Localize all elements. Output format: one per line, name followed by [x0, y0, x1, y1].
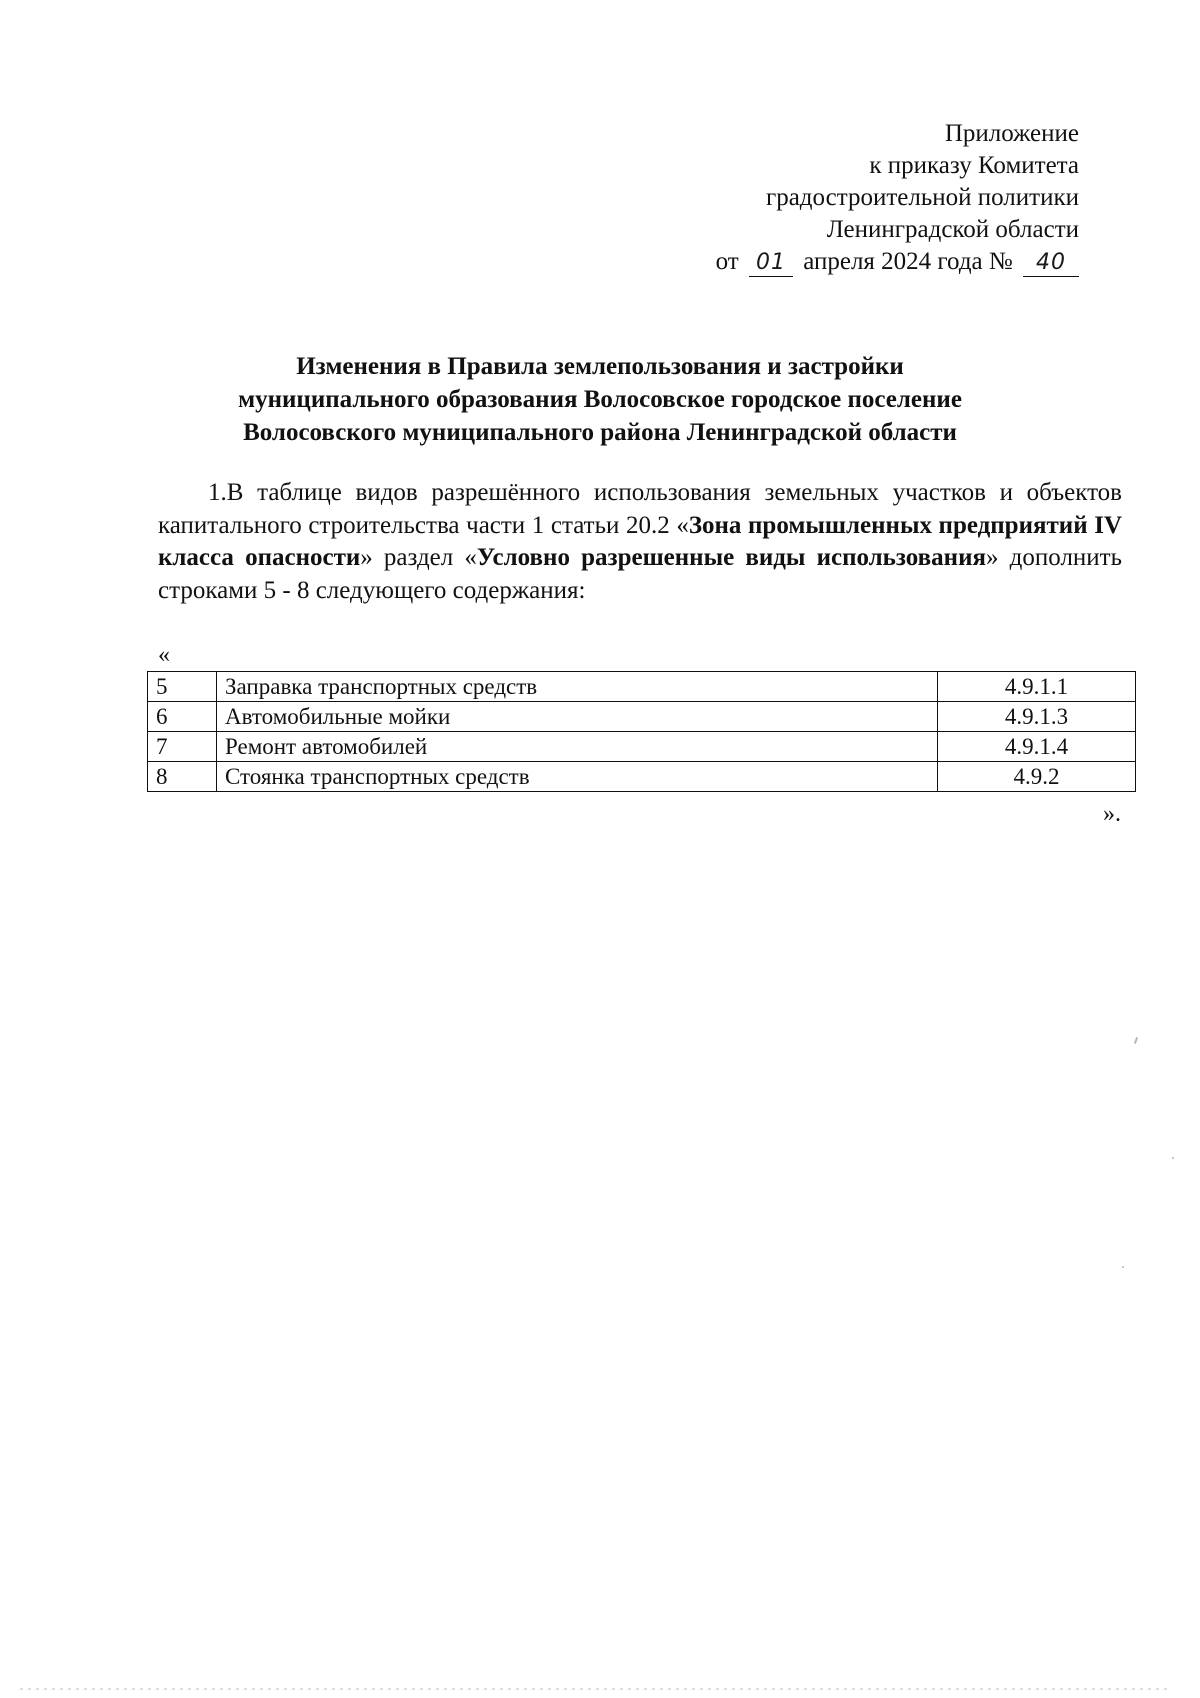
- row-number-cell: 5: [148, 672, 217, 702]
- use-name-cell: Ремонт автомобилей: [217, 732, 938, 762]
- zone-name: Зона промышленных предприятий IV класса опасности: [158, 511, 1122, 571]
- closing-quote-mark: ».: [1103, 801, 1121, 827]
- scan-speck: [1122, 1266, 1124, 1268]
- scan-edge-noise: [20, 1688, 1170, 1690]
- row-number-cell: 6: [148, 702, 217, 732]
- scan-speck: [1172, 1157, 1174, 1159]
- permitted-uses-table: [147, 671, 1136, 792]
- document-title: [0, 350, 1200, 449]
- row-number-cell: 8: [148, 762, 217, 792]
- paragraph-part-3: » дополнить строками 5 - 8 следующего содержания:: [158, 544, 1122, 604]
- appendix-line-2: к приказу Комитета: [869, 152, 1079, 179]
- handwritten-day: 01: [749, 250, 793, 277]
- date-middle: апреля 2024 года №: [803, 248, 1013, 275]
- date-prefix: от: [715, 248, 739, 275]
- row-number-cell: 7: [148, 732, 217, 762]
- table-row: [148, 732, 1136, 762]
- table-row: [148, 672, 1136, 702]
- title-line-2: муниципального образования Волосовское городское поселение: [238, 386, 962, 413]
- table-row: [148, 702, 1136, 732]
- use-code-cell: 4.9.1.3: [938, 702, 1136, 732]
- use-code-cell: 4.9.1.1: [938, 672, 1136, 702]
- use-code-cell: 4.9.1.4: [938, 732, 1136, 762]
- use-name-cell: Заправка транспортных средств: [217, 672, 938, 702]
- appendix-header: [479, 118, 1079, 278]
- appendix-line-4: Ленинградской области: [826, 216, 1079, 243]
- paragraph-part-2: » раздел «: [360, 544, 477, 571]
- title-line-3: Волосовского муниципального района Ленинградской области: [243, 419, 957, 446]
- use-name-cell: Автомобильные мойки: [217, 702, 938, 732]
- scan-speck: [1134, 1037, 1138, 1044]
- table-row: [148, 762, 1136, 792]
- handwritten-order-number: 40: [1023, 250, 1079, 277]
- section-name: Условно разрешенные виды использования: [476, 544, 987, 571]
- appendix-line-1: Приложение: [944, 120, 1079, 147]
- appendix-date-line: [479, 246, 1079, 278]
- title-line-1: Изменения в Правила землепользования и застройки: [296, 353, 904, 380]
- table-body: [148, 672, 1136, 792]
- opening-quote-mark: «: [158, 642, 170, 668]
- paragraph-part-1: 1.В таблице видов разрешённого использования земельных участков и объектов капитального строительства части 1 статьи 20.2 «: [158, 479, 1122, 539]
- use-code-cell: 4.9.2: [938, 762, 1136, 792]
- amendment-paragraph: [158, 477, 1122, 607]
- use-name-cell: Стоянка транспортных средств: [217, 762, 938, 792]
- appendix-line-3: градостроительной политики: [765, 184, 1079, 211]
